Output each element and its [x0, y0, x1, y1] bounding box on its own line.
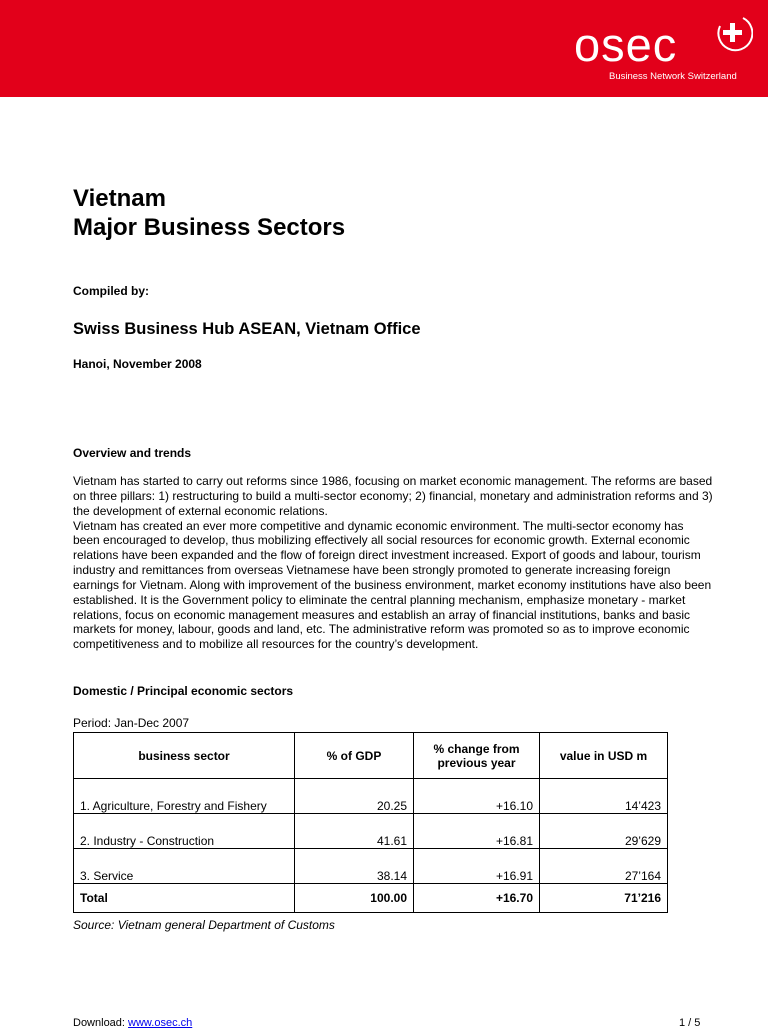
gdp-cell: 38.14 [295, 849, 414, 884]
table-source: Source: Vietnam general Department of Customs [73, 918, 335, 932]
total-gdp-cell: 100.00 [295, 884, 414, 913]
footer-download [73, 1017, 192, 1029]
osec-logo [574, 14, 760, 88]
table-row [74, 779, 668, 814]
sector-cell: 2. Industry - Construction [74, 814, 295, 849]
download-label: Download: [73, 1017, 125, 1029]
column-header-value: value in USD m [540, 733, 668, 779]
total-value-cell: 71’216 [540, 884, 668, 913]
sector-cell: 3. Service [74, 849, 295, 884]
value-cell: 27’164 [540, 849, 668, 884]
total-change-cell: +16.70 [414, 884, 540, 913]
page-number: 1 / 5 [679, 1017, 701, 1029]
logo-tagline: Business Network Switzerland [609, 71, 737, 82]
compiler-name: Swiss Business Hub ASEAN, Vietnam Office [73, 320, 421, 338]
period-label: Period: Jan-Dec 2007 [73, 716, 190, 730]
title-line-2: Major Business Sectors [73, 214, 346, 241]
sectors-table [73, 732, 668, 913]
table-row [74, 814, 668, 849]
gdp-cell: 41.61 [295, 814, 414, 849]
change-cell: +16.10 [414, 779, 540, 814]
overview-heading: Overview and trends [73, 446, 192, 460]
column-header-sector: business sector [74, 733, 295, 779]
table-row [74, 849, 668, 884]
title-line-1: Vietnam [73, 185, 166, 212]
total-row [74, 884, 668, 913]
logo-wordmark: osec [574, 18, 678, 71]
change-cell: +16.91 [414, 849, 540, 884]
download-link[interactable]: www.osec.ch [128, 1017, 193, 1029]
table-header-row [74, 733, 668, 779]
header-banner [0, 0, 768, 97]
total-label-cell: Total [74, 884, 295, 913]
sector-cell: 1. Agriculture, Forestry and Fishery [74, 779, 295, 814]
compiled-by-label: Compiled by: [73, 284, 150, 298]
value-cell: 14’423 [540, 779, 668, 814]
value-cell: 29’629 [540, 814, 668, 849]
page-title [73, 184, 345, 242]
column-header-change: % change from previous year [414, 733, 540, 779]
place-date: Hanoi, November 2008 [73, 357, 202, 371]
overview-text [73, 474, 713, 652]
column-header-gdp: % of GDP [295, 733, 414, 779]
overview-paragraph-2: Vietnam has created an ever more competitive and dynamic economic environment. The multi-sector economy has been encouraged to develop, thus mobilizing effectively all social resources for economic growth. External economic relations have been expanded and the flow of foreign direct investment increased. Export of goods and labour, tourism industry and remittances from overseas Vietnamese have been strongly promoted to generate increasing foreign earnings for Vietnam. Along with improvement of the business environment, market economy institutions have also been established. It is the Government policy to eliminate the central planning mechanism, emphasize monetary - market relations, focus on economic management measures and establish an array of financial institutions, banks and basic markets for money, labour, goods and land, etc. The administrative reform was promoted so as to improve economic competitiveness and to mobilize all resources for the country’s development. [73, 518, 712, 652]
sectors-heading: Domestic / Principal economic sectors [73, 684, 294, 698]
change-cell: +16.81 [414, 814, 540, 849]
plus-circle-icon [713, 14, 753, 54]
overview-paragraph-1: Vietnam has started to carry out reforms since 1986, focusing on market economic management. The reforms are based on three pillars: 1) restructuring to build a multi-sector economy; 2) financial, monetary and administration reforms and 3) the development of external economic relations. [73, 474, 713, 518]
gdp-cell: 20.25 [295, 779, 414, 814]
